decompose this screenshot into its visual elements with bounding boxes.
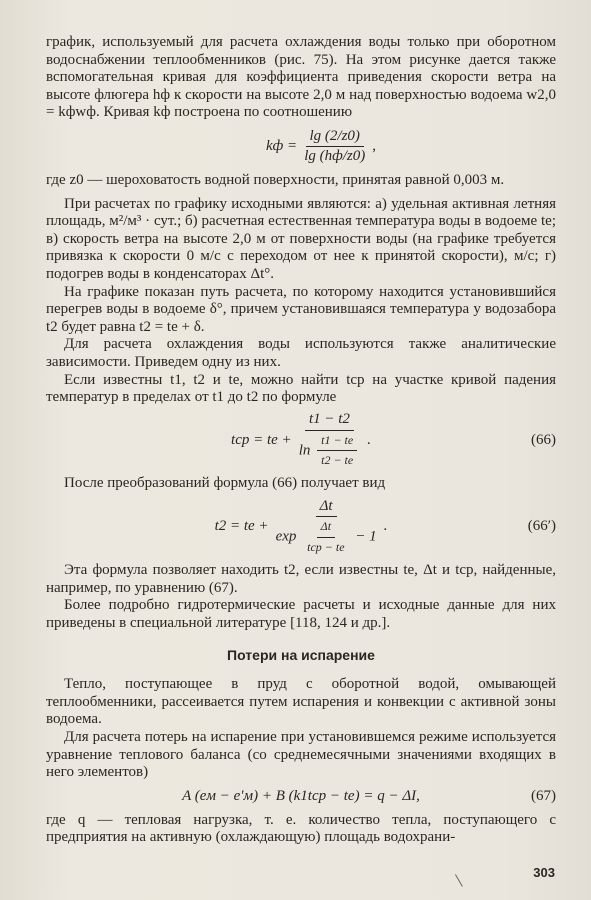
formula-tail: .	[383, 518, 388, 535]
paragraph: Для расчета охлаждения воды используются также аналитические зависимости. Приведем одну из них.	[46, 336, 556, 370]
fraction-denominator	[295, 431, 365, 470]
paragraph: Эта формула позволяет находить t2, если известны tе, Δt и tср, найденные, например, по уравнению (67).	[46, 562, 556, 596]
inner-numerator: t1 − tе	[317, 432, 357, 452]
paragraph: Для расчета потерь на испарение при установившемся режиме используется уравнение теплового баланса (со среднемесячными значениями входящих в него элементов)	[46, 729, 556, 781]
page-number: 303	[533, 865, 555, 880]
exp-label: exp	[275, 529, 297, 546]
fraction-numerator: lg (2/z0)	[306, 128, 364, 148]
formula-kf	[46, 122, 556, 172]
ln-label: ln	[298, 442, 311, 459]
paragraph: где q — тепловая нагрузка, т. е. количество тепла, поступающего с предприятия на активную (охлаждающую) площадь водохрани-	[46, 811, 556, 846]
inner-numerator: Δt	[317, 518, 335, 538]
formula-67	[46, 782, 556, 812]
fraction	[272, 498, 381, 557]
formula-body: A (eм − e′м) + B (k1tср − tе) = q − ΔI,	[182, 788, 420, 805]
equation-number: (66)	[531, 431, 556, 448]
paragraph: Если известны t1, t2 и tе, можно найти tср на участке кривой падения температур в пределах от t1 до t2 по формуле	[46, 371, 556, 406]
formula-tail: .	[367, 431, 371, 448]
pen-mark	[455, 871, 468, 887]
paragraph: Тепло, поступающее в пруд с оборотной водой, омывающей теплообменники, рассеивается путем испарения и конвекции с активной зоны водоема.	[46, 676, 556, 728]
paragraph: При расчетах по графику исходными являются: а) удельная активная летняя площадь, м²/м³ · сут.; б) расчетная естественная температура воды в водоеме tе; в) скорость ветра на высоте 2,0 м от поверхности воды (на графике требуется привязка к скорости 0 м/с с переходом от нее к принятой скорости), м/с; г) подогрев воды в конденсаторах Δt°.	[46, 195, 556, 282]
equation-number: (67)	[531, 788, 556, 805]
formula-66	[46, 407, 556, 475]
inner-fraction	[303, 518, 348, 556]
fraction-numerator: t1 − t2	[305, 411, 354, 431]
fraction-numerator: Δt	[316, 498, 337, 518]
paragraph: где z0 — шероховатость водной поверхности, принятая равной 0,003 м.	[46, 171, 505, 188]
fraction	[295, 411, 365, 470]
inner-denominator: t2 − tе	[321, 453, 354, 468]
formula-lhs: kф =	[266, 138, 298, 155]
fraction	[300, 128, 369, 166]
inner-denominator: tср − tе	[307, 540, 345, 555]
minus-one: − 1	[355, 529, 377, 546]
paragraph: После преобразований формула (66) получает вид	[64, 474, 386, 491]
inner-fraction	[317, 432, 357, 470]
fraction-denominator: lg (hф/z0)	[304, 148, 366, 165]
fraction-denominator	[272, 517, 381, 556]
formula-66-prime	[46, 492, 556, 562]
section-heading: Потери на испарение	[227, 646, 375, 663]
paragraph: график, используемый для расчета охлаждения воды только при оборотном водоснабжении теплообменников (рис. 75). На этом рисунке дается также вспомогательная кривая для коэффициента приведения скорости ветра на высоте флюгера hф к скорости на высоте 2,0 м над поверхностью водоема w2,0 = kфwф. Кривая kф построена по соотношению	[46, 34, 556, 121]
equation-number: (66′)	[527, 518, 556, 535]
formula-lhs: t2 = tе +	[214, 518, 269, 535]
formula-tail: ,	[372, 138, 376, 155]
paragraph: На графике показан путь расчета, по которому находится установившийся перегрев воды в водоеме δ°, причем установившаяся температура у водозабора t2 будет равна t2 = tе + δ.	[46, 283, 556, 335]
page-text	[46, 34, 556, 847]
paragraph: Более подробно гидротермические расчеты и исходные данные для них приведены в специальной литературе [118, 124 и др.].	[46, 597, 556, 632]
formula-lhs: tср = tе +	[231, 431, 292, 448]
